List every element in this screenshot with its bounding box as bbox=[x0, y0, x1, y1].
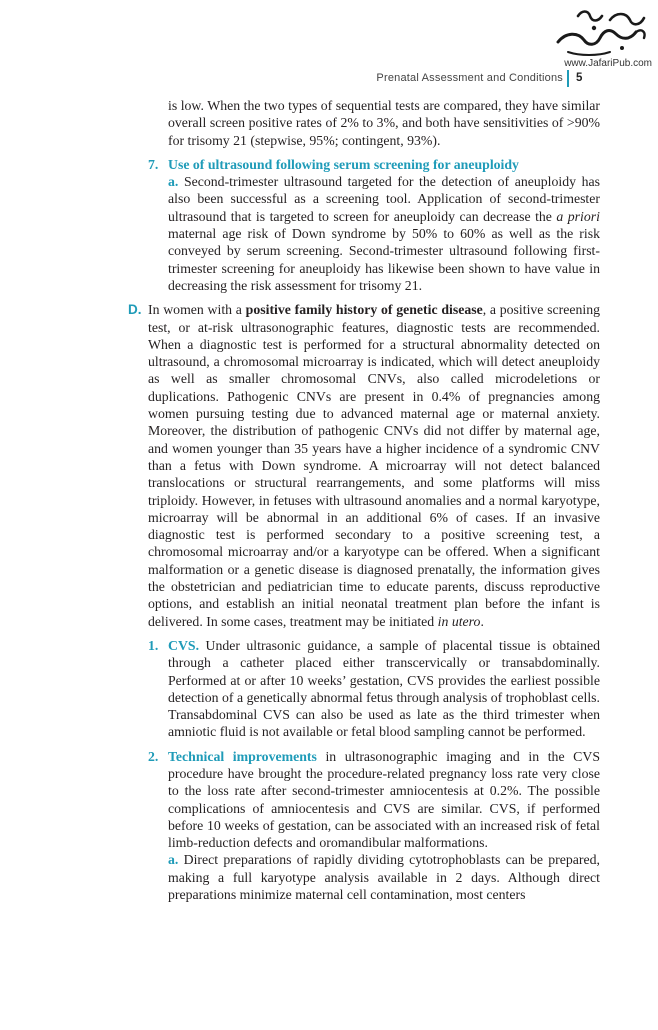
item-1-cvs bbox=[148, 637, 600, 741]
page-body bbox=[128, 97, 600, 903]
item-7-number: 7. bbox=[148, 156, 159, 172]
page-number: 5 bbox=[576, 72, 583, 84]
item-7-heading: Use of ultrasound following serum screening for aneuploidy bbox=[168, 156, 519, 172]
item-7 bbox=[148, 156, 601, 294]
logo-url: www.JafariPub.com bbox=[564, 58, 652, 69]
section-d-text-3: . bbox=[480, 613, 484, 629]
item-2-sub-a bbox=[168, 851, 600, 903]
section-d-paragraph bbox=[148, 301, 600, 630]
sub-a-italic: a priori bbox=[556, 208, 600, 224]
item-2-heading: Technical improvements bbox=[168, 748, 317, 764]
section-d-letter: D. bbox=[128, 302, 142, 318]
running-head: Prenatal Assessment and Conditions bbox=[376, 72, 563, 84]
item-2-sub-a-text: Direct preparations of rapidly dividing cytotrophoblasts can be prepared, making a full karyotype analysis available in 2 days. Although direct preparations minimize maternal cell contamination, most centers bbox=[168, 852, 600, 903]
header-divider bbox=[567, 70, 569, 87]
sub-a-text-2: maternal age risk of Down syndrome by 50% to 60% as well as the risk conveyed by serum screening. Second-trimester ultrasound following first-trimester screening for aneuploidy has likewise been shown to have value in decreasing the risk assessment for trisomy 21. bbox=[168, 226, 600, 293]
section-d-bold: positive family history of genetic disease bbox=[245, 302, 483, 318]
sub-a-letter: a. bbox=[168, 174, 179, 190]
item-7-sub-a bbox=[168, 173, 600, 294]
item-2-sub-a-letter: a. bbox=[168, 852, 179, 868]
item-1-heading: CVS. bbox=[168, 637, 200, 653]
intro-paragraph: is low. When the two types of sequential tests are compared, they have similar overall screen positive rates of 2% to 3%, and both have sensitivities of >90% for trisomy 21 (stepwise, 95%; contingent, 93%). bbox=[168, 98, 600, 148]
section-d-text-1: In women with a bbox=[148, 302, 242, 318]
item-1-text: Under ultrasonic guidance, a sample of placental tissue is obtained through a catheter placed either transcervically or transabdominally. Performed at or after 10 weeks’ gestation, CVS provides the earliest possible detection of a genetically abnormal fetus through analysis of trophoblast cells. Transabdominal CVS can also be used as late as the third trimester when amniotic fluid is not available or fetal blood sampling cannot be performed. bbox=[168, 637, 600, 740]
section-d-text-2: , a positive screening test, or at-risk ultrasonographic features, diagnostic tests are recommended. When a diagnostic test is performed for a structural abnormality detected on ultrasound, a chromosomal microarray is indicated, which will detect aneuploidy as well as smaller chromosomal CNVs, also called microdeletions or duplications. Pathogenic CNVs are present in 0.4% of pregnancies among women pursuing testing due to advanced maternal age or maternal anxiety. Moreover, the distribution of pathogenic CNVs did not differ by maternal age, and women younger than 35 years have a higher incidence of a syndromic CNV than a fetus with Down syndrome. A microarray will not detect balanced translocations or structural rearrangements, and some platforms will miss triploidy. However, in fetuses with ultrasound anomalies and a normal karyotype, microarray will be abnormal in an additional 6% of cases. If an invasive diagnostic test is performed secondary to a positive screening test, a chromosomal microarray and/or a karyotype can be offered. When a significant malformation or a genetic disease is diagnosed prenatally, the information gives the obstetrician and pediatrician time to educate parents, discuss reproductive options, and establish an initial neonatal treatment plan before the infant is delivered. In some cases, treatment may be initiated bbox=[148, 302, 601, 629]
section-d bbox=[128, 301, 601, 903]
item-2-technical-improvements bbox=[148, 748, 600, 904]
section-d-italic: in utero bbox=[437, 613, 481, 629]
item-2-number: 2. bbox=[148, 748, 159, 764]
item-2-text: in ultrasonographic imaging and in the CVS procedure have brought the procedure-related pregnancy loss rate very close to the loss rate after second-trimester amniocentesis at 0.2%. The possible complications of amniocentesis and CVS are similar. CVS, if performed before 10 weeks of gestation, can be associated with an increased risk of fetal limb-reduction defects and oromandibular malformations. bbox=[168, 748, 600, 851]
sub-a-text-1: Second-trimester ultrasound targeted for the detection of aneuploidy has also been successful as a screening tool. Application of second-trimester ultrasound that is targeted to screen for aneuploidy can decrease the bbox=[168, 174, 601, 224]
item-1-number: 1. bbox=[148, 637, 159, 653]
